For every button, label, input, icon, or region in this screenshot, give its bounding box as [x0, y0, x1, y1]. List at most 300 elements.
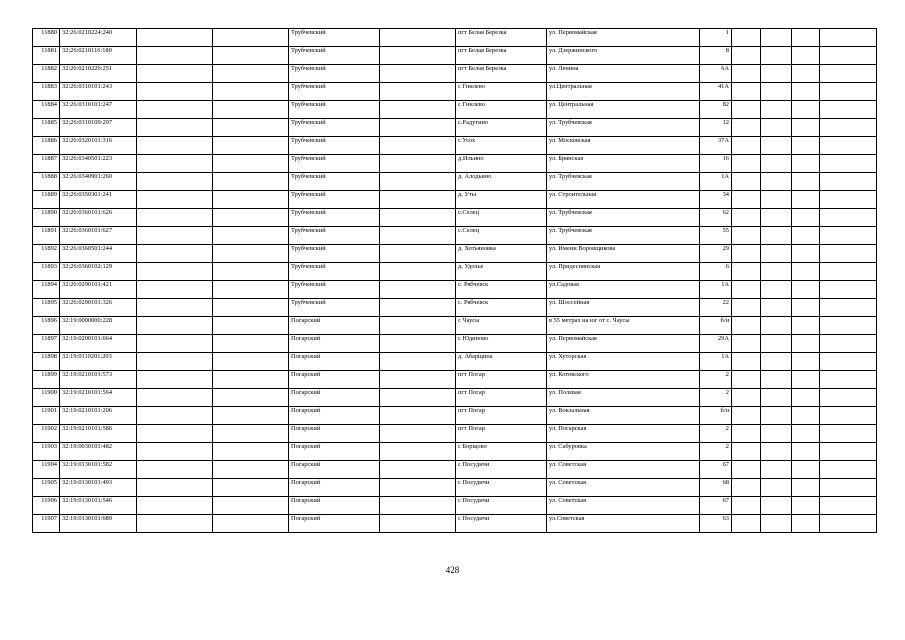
- cadastral-number-cell: 32:26:0310101:243: [60, 83, 137, 101]
- empty-cell: [820, 479, 877, 497]
- cadastral-number-cell: 32:19:0200101:664: [60, 335, 137, 353]
- row-number-cell: 11899: [33, 371, 60, 389]
- registry-body: [33, 29, 877, 533]
- street-cell: ул. Первомайская: [547, 335, 700, 353]
- table-row: [33, 515, 877, 533]
- empty-cell: [137, 407, 213, 425]
- empty-cell: [213, 101, 289, 119]
- empty-cell: [792, 119, 820, 137]
- cadastral-number-cell: 32:19:0000000:228: [60, 317, 137, 335]
- empty-cell: [761, 389, 792, 407]
- empty-cell: [820, 65, 877, 83]
- empty-cell: [380, 461, 456, 479]
- empty-cell: [137, 461, 213, 479]
- row-number-cell: 11898: [33, 353, 60, 371]
- empty-cell: [820, 47, 877, 65]
- empty-cell: [213, 263, 289, 281]
- settlement-cell: д. Уты: [456, 191, 547, 209]
- empty-cell: [761, 461, 792, 479]
- empty-cell: [761, 65, 792, 83]
- row-number-cell: 11887: [33, 155, 60, 173]
- cadastral-number-cell: 32:19:0110201:203: [60, 353, 137, 371]
- empty-cell: [380, 173, 456, 191]
- empty-cell: [792, 479, 820, 497]
- district-cell: Погарский: [289, 317, 380, 335]
- empty-cell: [792, 47, 820, 65]
- empty-cell: [820, 263, 877, 281]
- table-row: [33, 191, 877, 209]
- district-cell: Трубчевский: [289, 281, 380, 299]
- empty-cell: [820, 389, 877, 407]
- empty-cell: [792, 353, 820, 371]
- house-number-cell: 82: [700, 101, 732, 119]
- district-cell: Погарский: [289, 407, 380, 425]
- row-number-cell: 11892: [33, 245, 60, 263]
- empty-cell: [137, 353, 213, 371]
- table-row: [33, 443, 877, 461]
- district-cell: Трубчевский: [289, 227, 380, 245]
- cadastral-number-cell: 32:26:0360101:627: [60, 227, 137, 245]
- house-number-cell: 67: [700, 461, 732, 479]
- empty-cell: [380, 515, 456, 533]
- empty-cell: [820, 191, 877, 209]
- empty-cell: [732, 317, 761, 335]
- row-number-cell: 11906: [33, 497, 60, 515]
- empty-cell: [732, 515, 761, 533]
- settlement-cell: пгт Погар: [456, 407, 547, 425]
- cadastral-number-cell: 32:19:0030101:482: [60, 443, 137, 461]
- empty-cell: [380, 335, 456, 353]
- empty-cell: [761, 299, 792, 317]
- street-cell: ул. Дзержинского: [547, 47, 700, 65]
- table-row: [33, 425, 877, 443]
- district-cell: Трубчевский: [289, 101, 380, 119]
- empty-cell: [732, 497, 761, 515]
- district-cell: Трубчевский: [289, 173, 380, 191]
- empty-cell: [213, 299, 289, 317]
- house-number-cell: б/н: [700, 407, 732, 425]
- empty-cell: [380, 65, 456, 83]
- empty-cell: [380, 407, 456, 425]
- table-row: [33, 227, 877, 245]
- empty-cell: [213, 515, 289, 533]
- settlement-cell: д.Ильино: [456, 155, 547, 173]
- table-row: [33, 137, 877, 155]
- empty-cell: [213, 317, 289, 335]
- table-row: [33, 101, 877, 119]
- empty-cell: [137, 371, 213, 389]
- empty-cell: [213, 137, 289, 155]
- empty-cell: [137, 317, 213, 335]
- table-row: [33, 389, 877, 407]
- table-row: [33, 317, 877, 335]
- cadastral-number-cell: 32:26:0320101:316: [60, 137, 137, 155]
- district-cell: Трубчевский: [289, 119, 380, 137]
- street-cell: ул. Советская: [547, 461, 700, 479]
- street-cell: ул. Котовского: [547, 371, 700, 389]
- row-number-cell: 11886: [33, 137, 60, 155]
- street-cell: ул. Полевая: [547, 389, 700, 407]
- table-row: [33, 407, 877, 425]
- empty-cell: [792, 263, 820, 281]
- settlement-cell: д. Удолье: [456, 263, 547, 281]
- cadastral-number-cell: 32:19:0130101:546: [60, 497, 137, 515]
- row-number-cell: 11893: [33, 263, 60, 281]
- house-number-cell: 12: [700, 119, 732, 137]
- empty-cell: [732, 281, 761, 299]
- empty-cell: [820, 353, 877, 371]
- empty-cell: [137, 497, 213, 515]
- empty-cell: [137, 281, 213, 299]
- cadastral-number-cell: 32:26:0310109:297: [60, 119, 137, 137]
- empty-cell: [732, 407, 761, 425]
- cadastral-number-cell: 32:19:0210101:564: [60, 389, 137, 407]
- empty-cell: [380, 29, 456, 47]
- table-row: [33, 173, 877, 191]
- empty-cell: [761, 173, 792, 191]
- empty-cell: [380, 101, 456, 119]
- empty-cell: [820, 461, 877, 479]
- empty-cell: [732, 263, 761, 281]
- row-number-cell: 11884: [33, 101, 60, 119]
- row-number-cell: 11896: [33, 317, 60, 335]
- street-cell: ул. Московская: [547, 137, 700, 155]
- street-cell: ул. Ленина: [547, 65, 700, 83]
- empty-cell: [732, 47, 761, 65]
- empty-cell: [820, 425, 877, 443]
- empty-cell: [761, 119, 792, 137]
- district-cell: Трубчевский: [289, 83, 380, 101]
- empty-cell: [792, 389, 820, 407]
- table-row: [33, 245, 877, 263]
- empty-cell: [792, 155, 820, 173]
- empty-cell: [380, 317, 456, 335]
- house-number-cell: 68: [700, 479, 732, 497]
- empty-cell: [820, 245, 877, 263]
- cadastral-number-cell: 32:26:0340901:260: [60, 173, 137, 191]
- empty-cell: [137, 425, 213, 443]
- empty-cell: [380, 425, 456, 443]
- cadastral-number-cell: 32:19:0130101:582: [60, 461, 137, 479]
- empty-cell: [792, 407, 820, 425]
- empty-cell: [213, 209, 289, 227]
- district-cell: Трубчевский: [289, 47, 380, 65]
- settlement-cell: с Гнилево: [456, 101, 547, 119]
- house-number-cell: 1: [700, 29, 732, 47]
- table-row: [33, 65, 877, 83]
- street-cell: ул. Имени Воровщикова: [547, 245, 700, 263]
- empty-cell: [380, 209, 456, 227]
- empty-cell: [732, 119, 761, 137]
- empty-cell: [761, 371, 792, 389]
- empty-cell: [761, 209, 792, 227]
- empty-cell: [792, 83, 820, 101]
- house-number-cell: 8: [700, 47, 732, 65]
- empty-cell: [761, 83, 792, 101]
- cadastral-number-cell: 32:26:0360501:244: [60, 245, 137, 263]
- empty-cell: [792, 65, 820, 83]
- table-row: [33, 83, 877, 101]
- empty-cell: [761, 101, 792, 119]
- cadastral-number-cell: 32:26:0210116:180: [60, 47, 137, 65]
- empty-cell: [380, 191, 456, 209]
- district-cell: Погарский: [289, 371, 380, 389]
- empty-cell: [213, 47, 289, 65]
- empty-cell: [137, 65, 213, 83]
- empty-cell: [761, 425, 792, 443]
- district-cell: Трубчевский: [289, 263, 380, 281]
- cadastral-number-cell: 32:26:0310101:247: [60, 101, 137, 119]
- street-cell: ул. Придеснянская: [547, 263, 700, 281]
- street-cell: в 55 метрах на юг от с. Чаусы: [547, 317, 700, 335]
- empty-cell: [820, 371, 877, 389]
- table-row: [33, 371, 877, 389]
- empty-cell: [732, 155, 761, 173]
- row-number-cell: 11889: [33, 191, 60, 209]
- empty-cell: [732, 137, 761, 155]
- table-row: [33, 47, 877, 65]
- district-cell: Погарский: [289, 443, 380, 461]
- empty-cell: [820, 137, 877, 155]
- house-number-cell: 55: [700, 227, 732, 245]
- table-row: [33, 209, 877, 227]
- empty-cell: [213, 65, 289, 83]
- empty-cell: [761, 353, 792, 371]
- empty-cell: [213, 245, 289, 263]
- settlement-cell: пгт Белая Березка: [456, 29, 547, 47]
- empty-cell: [820, 299, 877, 317]
- empty-cell: [820, 227, 877, 245]
- row-number-cell: 11903: [33, 443, 60, 461]
- table-row: [33, 479, 877, 497]
- empty-cell: [380, 371, 456, 389]
- house-number-cell: б/н: [700, 317, 732, 335]
- empty-cell: [792, 371, 820, 389]
- empty-cell: [380, 299, 456, 317]
- page-number: 428: [445, 565, 460, 575]
- empty-cell: [380, 245, 456, 263]
- empty-cell: [732, 29, 761, 47]
- empty-cell: [761, 245, 792, 263]
- row-number-cell: 11885: [33, 119, 60, 137]
- row-number-cell: 11888: [33, 173, 60, 191]
- settlement-cell: пгт Белая Березка: [456, 65, 547, 83]
- cadastral-number-cell: 32:19:0130101:689: [60, 515, 137, 533]
- row-number-cell: 11890: [33, 209, 60, 227]
- street-cell: ул. Строительная: [547, 191, 700, 209]
- empty-cell: [213, 371, 289, 389]
- district-cell: Погарский: [289, 479, 380, 497]
- row-number-cell: 11902: [33, 425, 60, 443]
- empty-cell: [761, 263, 792, 281]
- empty-cell: [380, 155, 456, 173]
- empty-cell: [732, 227, 761, 245]
- empty-cell: [137, 101, 213, 119]
- settlement-cell: с Посудичи: [456, 497, 547, 515]
- cadastral-number-cell: 32:26:0360101:626: [60, 209, 137, 227]
- empty-cell: [792, 461, 820, 479]
- table-row: [33, 299, 877, 317]
- empty-cell: [732, 335, 761, 353]
- empty-cell: [732, 353, 761, 371]
- empty-cell: [761, 479, 792, 497]
- empty-cell: [792, 515, 820, 533]
- empty-cell: [137, 137, 213, 155]
- settlement-cell: с Посудичи: [456, 515, 547, 533]
- district-cell: Трубчевский: [289, 65, 380, 83]
- house-number-cell: 1А: [700, 353, 732, 371]
- empty-cell: [213, 155, 289, 173]
- empty-cell: [761, 29, 792, 47]
- cadastral-number-cell: 32:26:0290101:421: [60, 281, 137, 299]
- empty-cell: [137, 479, 213, 497]
- settlement-cell: с.Радутино: [456, 119, 547, 137]
- empty-cell: [137, 263, 213, 281]
- empty-cell: [732, 425, 761, 443]
- house-number-cell: 1А: [700, 173, 732, 191]
- house-number-cell: 2: [700, 425, 732, 443]
- settlement-cell: д. Алодьино: [456, 173, 547, 191]
- empty-cell: [732, 65, 761, 83]
- row-number-cell: 11880: [33, 29, 60, 47]
- cadastral-number-cell: 32:26:0350301:241: [60, 191, 137, 209]
- street-cell: ул. Центральная: [547, 101, 700, 119]
- empty-cell: [137, 47, 213, 65]
- empty-cell: [213, 407, 289, 425]
- row-number-cell: 11900: [33, 389, 60, 407]
- street-cell: ул. Советская: [547, 479, 700, 497]
- empty-cell: [137, 299, 213, 317]
- empty-cell: [137, 173, 213, 191]
- house-number-cell: 29: [700, 245, 732, 263]
- empty-cell: [213, 119, 289, 137]
- district-cell: Трубчевский: [289, 137, 380, 155]
- street-cell: ул. Сабуровка: [547, 443, 700, 461]
- district-cell: Погарский: [289, 497, 380, 515]
- empty-cell: [820, 497, 877, 515]
- empty-cell: [137, 389, 213, 407]
- row-number-cell: 11895: [33, 299, 60, 317]
- house-number-cell: 22: [700, 299, 732, 317]
- cadastral-number-cell: 32:19:0130101:493: [60, 479, 137, 497]
- empty-cell: [761, 227, 792, 245]
- house-number-cell: 6А: [700, 65, 732, 83]
- empty-cell: [213, 497, 289, 515]
- district-cell: Трубчевский: [289, 29, 380, 47]
- empty-cell: [380, 119, 456, 137]
- empty-cell: [732, 191, 761, 209]
- street-cell: ул. Трубчевская: [547, 209, 700, 227]
- row-number-cell: 11882: [33, 65, 60, 83]
- row-number-cell: 11881: [33, 47, 60, 65]
- settlement-cell: с Чаусы: [456, 317, 547, 335]
- empty-cell: [792, 29, 820, 47]
- district-cell: Погарский: [289, 335, 380, 353]
- empty-cell: [213, 173, 289, 191]
- empty-cell: [732, 101, 761, 119]
- row-number-cell: 11883: [33, 83, 60, 101]
- empty-cell: [137, 443, 213, 461]
- empty-cell: [820, 407, 877, 425]
- cadastral-number-cell: 32:26:0290101:326: [60, 299, 137, 317]
- empty-cell: [380, 353, 456, 371]
- house-number-cell: 6: [700, 263, 732, 281]
- district-cell: Трубчевский: [289, 191, 380, 209]
- house-number-cell: 67: [700, 497, 732, 515]
- empty-cell: [213, 353, 289, 371]
- settlement-cell: с. Рябчевск: [456, 281, 547, 299]
- house-number-cell: 2: [700, 371, 732, 389]
- house-number-cell: 29А: [700, 335, 732, 353]
- settlement-cell: с Юдиново: [456, 335, 547, 353]
- empty-cell: [213, 83, 289, 101]
- settlement-cell: с.Селец: [456, 227, 547, 245]
- house-number-cell: 34: [700, 191, 732, 209]
- empty-cell: [732, 299, 761, 317]
- empty-cell: [380, 497, 456, 515]
- empty-cell: [761, 191, 792, 209]
- house-number-cell: 2: [700, 443, 732, 461]
- empty-cell: [137, 515, 213, 533]
- empty-cell: [380, 479, 456, 497]
- table-row: [33, 281, 877, 299]
- street-cell: ул. Трубчевская: [547, 173, 700, 191]
- district-cell: Погарский: [289, 425, 380, 443]
- house-number-cell: 1А: [700, 281, 732, 299]
- empty-cell: [792, 425, 820, 443]
- settlement-cell: с. Рябчевск: [456, 299, 547, 317]
- empty-cell: [792, 281, 820, 299]
- empty-cell: [380, 443, 456, 461]
- empty-cell: [792, 335, 820, 353]
- empty-cell: [732, 173, 761, 191]
- empty-cell: [820, 155, 877, 173]
- row-number-cell: 11901: [33, 407, 60, 425]
- empty-cell: [820, 443, 877, 461]
- empty-cell: [792, 191, 820, 209]
- empty-cell: [820, 281, 877, 299]
- house-number-cell: 62: [700, 209, 732, 227]
- cadastral-number-cell: 32:26:0360102:129: [60, 263, 137, 281]
- empty-cell: [732, 371, 761, 389]
- empty-cell: [213, 443, 289, 461]
- empty-cell: [213, 425, 289, 443]
- empty-cell: [792, 497, 820, 515]
- empty-cell: [820, 83, 877, 101]
- empty-cell: [761, 407, 792, 425]
- empty-cell: [213, 227, 289, 245]
- empty-cell: [761, 317, 792, 335]
- settlement-cell: пгт Погар: [456, 389, 547, 407]
- empty-cell: [213, 281, 289, 299]
- settlement-cell: д. Хотьяновка: [456, 245, 547, 263]
- cadastral-number-cell: 32:19:0210101:586: [60, 425, 137, 443]
- street-cell: ул.Центральная: [547, 83, 700, 101]
- empty-cell: [792, 137, 820, 155]
- empty-cell: [137, 83, 213, 101]
- district-cell: Трубчевский: [289, 245, 380, 263]
- table-row: [33, 263, 877, 281]
- settlement-cell: с Гнилево: [456, 83, 547, 101]
- street-cell: ул. Трубчевская: [547, 227, 700, 245]
- cadastral-number-cell: 32:26:0210224:240: [60, 29, 137, 47]
- row-number-cell: 11904: [33, 461, 60, 479]
- empty-cell: [732, 479, 761, 497]
- house-number-cell: 16: [700, 155, 732, 173]
- settlement-cell: д. Абарщина: [456, 353, 547, 371]
- street-cell: ул. Хуторская: [547, 353, 700, 371]
- empty-cell: [380, 389, 456, 407]
